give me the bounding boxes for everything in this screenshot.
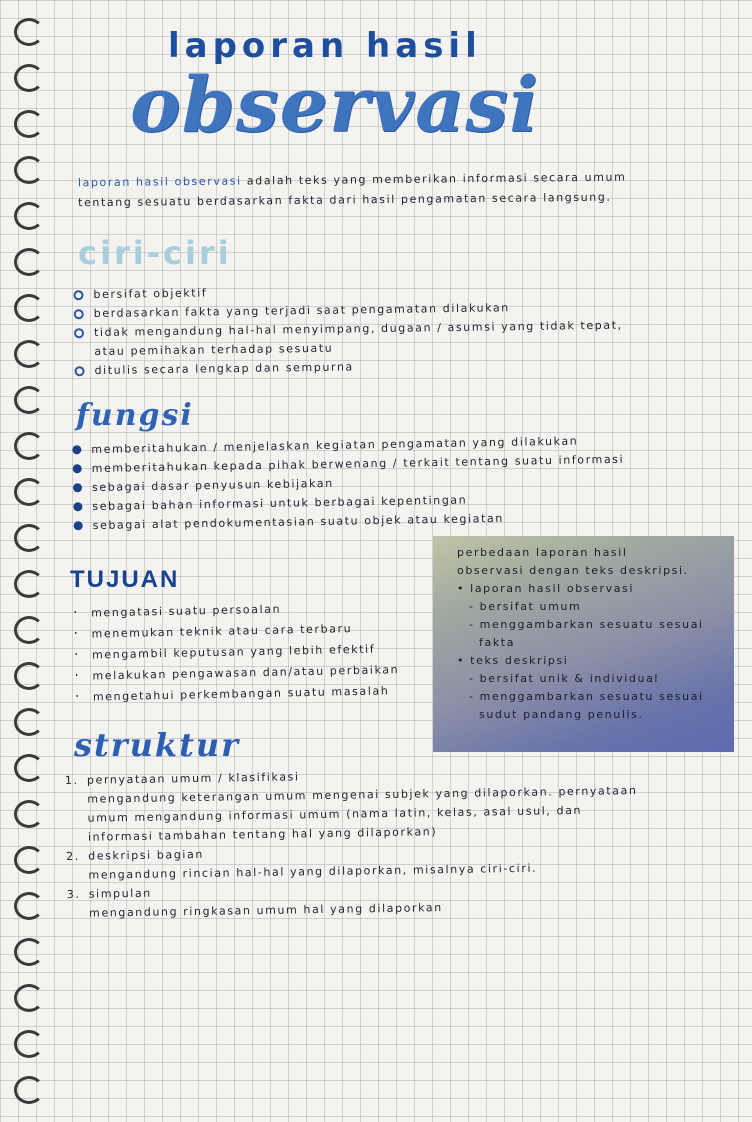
item-title: simpulan <box>88 886 152 901</box>
list-item: atau pemihakan terhadap sesuatu <box>94 341 334 359</box>
ring <box>14 248 44 276</box>
box-title-line2: observasi dengan teks deskripsi. <box>457 564 689 577</box>
comparison-box <box>433 536 734 752</box>
ring <box>14 984 44 1012</box>
item-number: 2. <box>66 849 80 864</box>
ring <box>14 18 44 46</box>
list-item: · mengatasi suatu persoalan <box>69 596 449 623</box>
ring <box>14 570 44 598</box>
item-description: umum mengandung informasi umum (nama latin, kelas, asal usul, dan <box>87 803 583 825</box>
list-item: sebagai bahan informasi untuk berbagai kepentingan <box>70 488 690 516</box>
list-item: memberitahukan / menjelaskan kegiatan pengamatan yang dilakukan <box>69 431 689 459</box>
ring <box>14 432 44 460</box>
ring <box>14 64 44 92</box>
ring <box>14 938 44 966</box>
ring <box>14 340 44 368</box>
box-laporan-point: - menggambarkan sesuatu sesuai <box>469 618 704 631</box>
box-title-line1: perbedaan laporan hasil <box>457 546 628 559</box>
ring <box>14 800 44 828</box>
item-description: informasi tambahan tentang hal yang dilaporkan) <box>87 825 438 844</box>
ciri-heading: ciri-ciri <box>78 234 232 272</box>
ring <box>14 110 44 138</box>
list-item: · melakukan pengawasan dan/atau perbaikan <box>70 659 450 686</box>
ring <box>14 1076 44 1104</box>
list-item: sebagai alat pendokumentasian suatu objek atau kegiatan <box>71 507 691 535</box>
ring <box>14 202 44 230</box>
ring <box>14 662 44 690</box>
ring <box>14 708 44 736</box>
title-line1: laporan hasil <box>168 26 482 66</box>
list-item: · mengambil keputusan yang lebih efektif <box>70 638 450 665</box>
list-item: memberitahukan kepada pihak berwenang / terkait tentang suatu informasi <box>70 450 690 478</box>
item-number: 1. <box>64 773 79 788</box>
item-description: mengandung ringkasan umum hal yang dilaporkan <box>88 901 443 920</box>
list-item: bersifat objektif <box>71 278 691 304</box>
intro-lead: laporan hasil observasi <box>77 174 242 190</box>
list-item: tidak mengandung hal-hal menyimpang, dugaan / asumsi yang tidak tepat, <box>72 316 692 342</box>
item-title: pernyataan umum / klasifikasi <box>86 770 300 787</box>
tujuan-list <box>69 596 451 709</box>
list-item: berdasarkan fakta yang terjadi saat pengamatan dilakukan <box>72 297 692 323</box>
intro-rest: adalah teks yang memberikan informasi secara umum <box>246 170 627 188</box>
title-line2: observasi <box>130 60 540 149</box>
list-item: ditulis secara lengkap dan sempurna <box>72 354 692 380</box>
ring <box>14 478 44 506</box>
ring <box>14 616 44 644</box>
ring <box>14 892 44 920</box>
box-deskripsi-heading: • teks deskripsi <box>457 654 569 667</box>
box-laporan-heading: • laporan hasil observasi <box>457 582 635 595</box>
ring <box>14 754 44 782</box>
fungsi-heading: fungsi <box>76 398 194 433</box>
struktur-heading: struktur <box>74 726 240 764</box>
list-item: sebagai dasar penyusun kebijakan <box>70 469 690 497</box>
box-deskripsi-point: - menggambarkan sesuatu sesuai <box>469 690 704 703</box>
box-laporan-point: - bersifat umum <box>469 600 582 613</box>
intro-paragraph <box>78 167 698 213</box>
list-item: · mengetahui perkembangan suatu masalah <box>71 680 451 707</box>
ring <box>14 1030 44 1058</box>
intro-line2: tentang sesuatu berdasarkan fakta dari hasil pengamatan secara langsung. <box>78 190 612 210</box>
ring <box>14 156 44 184</box>
ring <box>14 524 44 552</box>
item-number: 3. <box>66 887 81 902</box>
struktur-list <box>65 761 707 923</box>
box-deskripsi-point-cont: sudut pandang penulis. <box>479 708 644 721</box>
ring <box>14 294 44 322</box>
item-description: mengandung keterangan umum mengenai subjek yang dilaporkan. pernyataan <box>87 784 638 806</box>
box-laporan-point-cont: fakta <box>479 636 516 649</box>
ciri-list <box>71 278 692 382</box>
ring <box>14 386 44 414</box>
item-title: deskripsi bagian <box>88 847 205 863</box>
tujuan-heading: TUJUAN <box>70 566 180 593</box>
spiral-binding <box>14 18 44 1122</box>
fungsi-list <box>69 431 691 537</box>
ring <box>14 846 44 874</box>
item-description: mengandung rincian hal-hal yang dilaporkan, misalnya ciri-ciri. <box>88 861 538 882</box>
list-item: · menemukan teknik atau cara terbaru <box>69 617 449 644</box>
box-deskripsi-point: - bersifat unik & individual <box>469 672 660 685</box>
